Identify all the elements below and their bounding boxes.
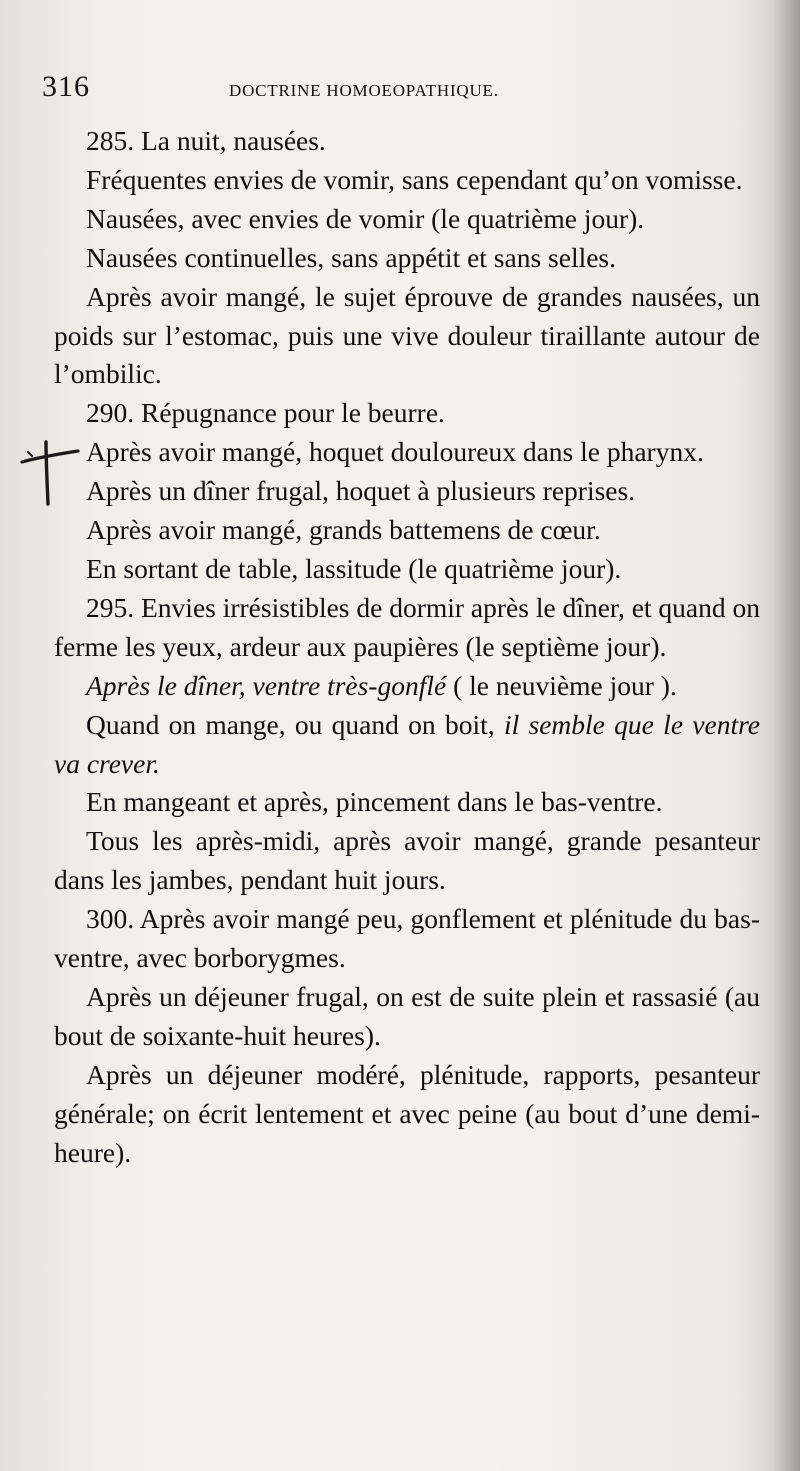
paragraph: Après avoir mangé, hoquet douloureux dans le pharynx.	[86, 436, 704, 468]
paragraph: Après le dîner, ventre très-gonflé ( le neuvième jour ).	[86, 669, 677, 701]
paragraph: Quand on mange, ou quand on boit, il semble que le ventre va crever.	[54, 708, 761, 779]
paragraph: En sortant de table, lassitude (le quatrième jour).	[86, 552, 622, 584]
paragraph: Nausées continuelles, sans appétit et sans selles.	[86, 241, 617, 273]
paragraph: Après un dîner frugal, hoquet à plusieurs reprises.	[86, 475, 636, 507]
paragraph: Après avoir mangé, grands battemens de cœur.	[86, 514, 601, 546]
page-edge-shadow	[772, 0, 800, 1471]
paragraph: En mangeant et après, pincement dans le bas-ventre.	[86, 786, 663, 818]
paragraph: Tous les après-midi, après avoir mangé, grande pesanteur dans les jambes, pendant huit jours.	[54, 825, 760, 896]
page-number: 316	[42, 70, 90, 103]
running-head: DOCTRINE HOMOEOPATHIQUE.	[229, 81, 499, 100]
italic-text: il semble que le ventre va crever.	[54, 708, 761, 779]
italic-text: Après le dîner, ventre très-gonflé	[86, 669, 447, 701]
paragraph: Après avoir mangé, le sujet éprouve de grandes nausées, un poids sur l’estomac, puis une vive douleur tiraillante autour de l’ombilic.	[54, 280, 760, 390]
paragraph: Après un déjeuner frugal, on est de suite plein et rassasié (au bout de soixante-huit heures).	[54, 980, 760, 1051]
page-header	[42, 70, 762, 110]
paragraph: Après un déjeuner modéré, plénitude, rapports, pesanteur générale; on écrit lentement et avec peine (au bout d’une demi-heure).	[54, 1058, 760, 1168]
paragraph-300: 300. Après avoir mangé peu, gonflement et plénitude du bas-ventre, avec borborygmes.	[54, 903, 760, 974]
paragraph-295: 295. Envies irrésistibles de dormir après le dîner, et quand on ferme les yeux, ardeur aux paupières (le septième jour).	[54, 591, 761, 662]
paragraph: Nausées, avec envies de vomir (le quatrième jour).	[86, 202, 645, 234]
paragraph: Fréquentes envies de vomir, sans cependant qu’on vomisse.	[86, 163, 743, 195]
paragraph-285: 285. La nuit, nausées.	[86, 125, 326, 156]
paragraph-290: 290. Répugnance pour le beurre.	[86, 397, 445, 429]
body-text	[54, 122, 760, 1172]
